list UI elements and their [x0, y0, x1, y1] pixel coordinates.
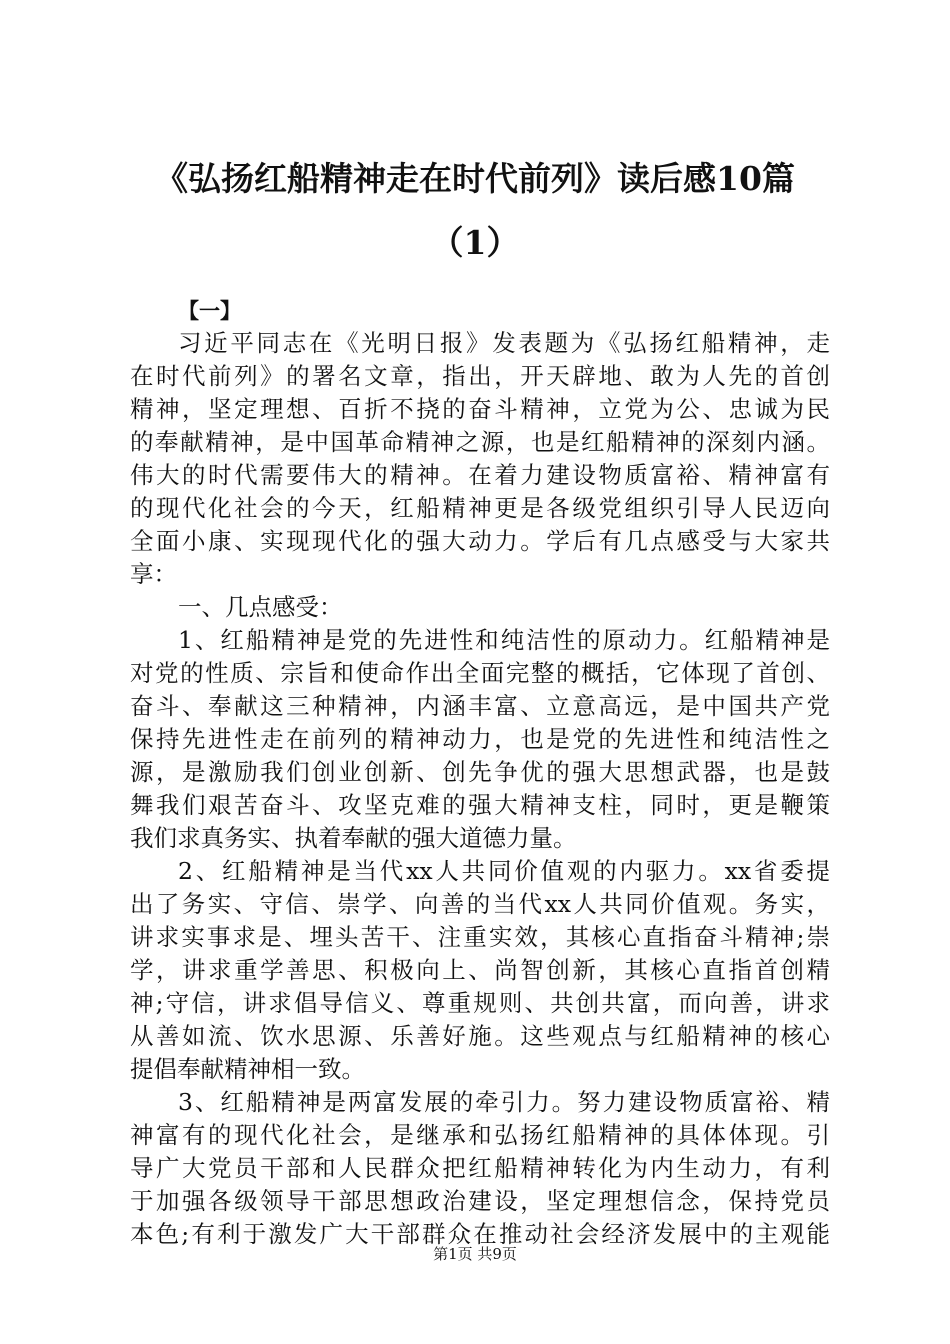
- paragraph-line: 伟大的时代需要伟大的精神。在着力建设物质富裕、精神富有: [130, 461, 830, 489]
- paragraph-line: 的现代化社会的今天，红船精神更是各级党组织引导人民迈向: [130, 494, 830, 522]
- paragraph-line: 于加强各级领导干部思想政治建设，坚定理想信念，保持党员: [130, 1187, 830, 1215]
- paragraph-line: 学，讲求重学善思、积极向上、尚智创新，其核心直指首创精: [130, 956, 830, 984]
- paragraph-line: 习近平同志在《光明日报》发表题为《弘扬红船精神，走: [178, 329, 830, 357]
- paragraph-line: 神富有的现代化社会，是继承和弘扬红船精神的具体体现。引: [130, 1121, 830, 1149]
- paragraph-line: 神;守信，讲求倡导信义、尊重规则、共创共富，而向善，讲求: [130, 989, 830, 1017]
- document-title-continuation: （1）: [430, 223, 520, 262]
- paragraph-line: 保持先进性走在前列的精神动力，也是党的先进性和纯洁性之: [130, 725, 830, 753]
- paragraph-line: 从善如流、饮水思源、乐善好施。这些观点与红船精神的核心: [130, 1022, 830, 1050]
- paragraph-line: 3、红船精神是两富发展的牵引力。努力建设物质富裕、精: [178, 1088, 830, 1116]
- paragraph-line: 对党的性质、宗旨和使命作出全面完整的概括，它体现了首创、: [130, 659, 830, 687]
- paragraph-line: 享：: [130, 560, 177, 588]
- paragraph-line: 奋斗、奉献这三种精神，内涵丰富、立意高远，是中国共产党: [130, 692, 830, 720]
- paragraph-line: 2、红船精神是当代xx人共同价值观的内驱力。xx省委提: [178, 857, 830, 885]
- paragraph-line: 提倡奉献精神相一致。: [130, 1055, 365, 1083]
- paragraph-line: 全面小康、实现现代化的强大动力。学后有几点感受与大家共: [130, 527, 830, 555]
- paragraph-line: 源，是激励我们创业创新、创先争优的强大思想武器，也是鼓: [130, 758, 830, 786]
- paragraph-line: 在时代前列》的署名文章，指出，开天辟地、敢为人先的首创: [130, 362, 830, 390]
- paragraph-line: 本色;有利于激发广大干部群众在推动社会经济发展中的主观能: [130, 1220, 830, 1248]
- section-heading: 【一】: [178, 298, 241, 323]
- paragraph-line: 导广大党员干部和人民群众把红船精神转化为内生动力，有利: [130, 1154, 830, 1182]
- paragraph-line: 1、红船精神是党的先进性和纯洁性的原动力。红船精神是: [178, 626, 830, 654]
- paragraph-line: 精神，坚定理想、百折不挠的奋斗精神，立党为公、忠诚为民: [130, 395, 830, 423]
- page-footer: 第1页 共9页: [433, 1245, 517, 1263]
- paragraph-line: 舞我们艰苦奋斗、攻坚克难的强大精神支柱，同时，更是鞭策: [130, 791, 830, 819]
- paragraph-line: 出了务实、守信、崇学、向善的当代xx人共同价值观。务实，: [130, 890, 830, 918]
- paragraph-line: 讲求实事求是、埋头苦干、注重实效，其核心直指奋斗精神;崇: [130, 923, 830, 951]
- subsection-heading: 一、几点感受：: [178, 593, 343, 621]
- paragraph-line: 我们求真务实、执着奉献的强大道德力量。: [130, 824, 577, 852]
- document-title: 《弘扬红船精神走在时代前列》读后感10篇: [155, 159, 795, 198]
- paragraph-line: 的奉献精神，是中国革命精神之源，也是红船精神的深刻内涵。: [130, 428, 830, 456]
